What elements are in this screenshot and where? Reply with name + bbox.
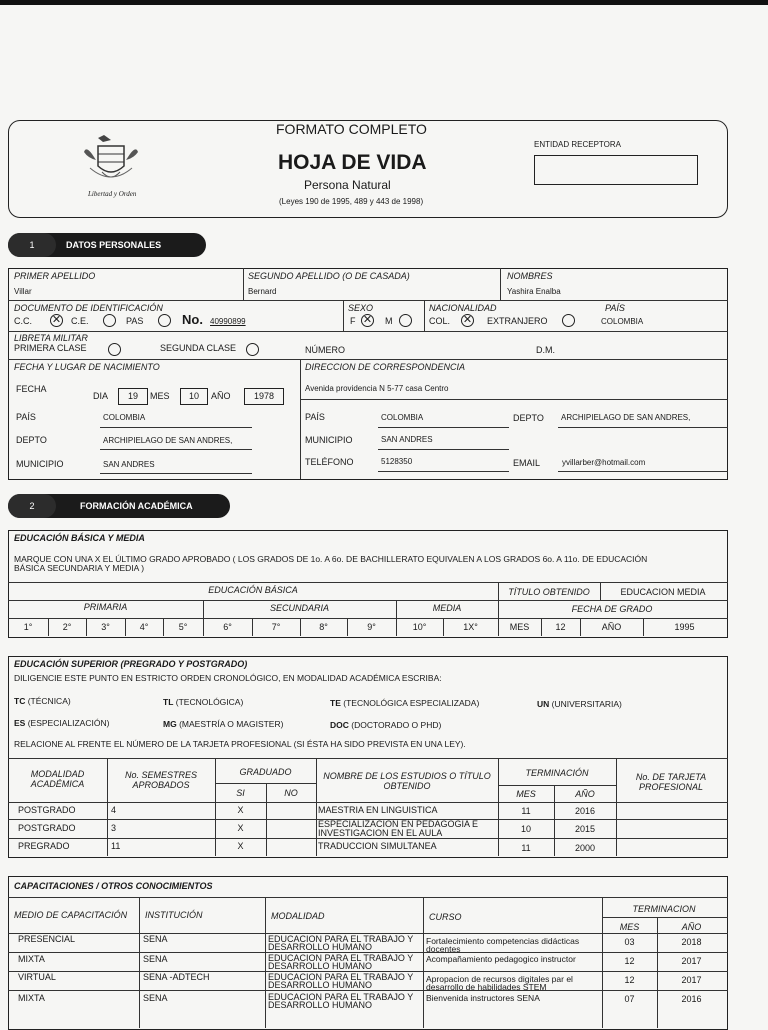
tl-code: TL	[163, 697, 174, 707]
list-item-institucion[interactable]: SENA	[143, 934, 168, 944]
c-medio-header: MEDIO DE CAPACITACIÓN	[14, 910, 128, 920]
segunda-clase-radio[interactable]	[246, 343, 259, 356]
grade-1[interactable]: 1°	[23, 622, 33, 632]
number-label: No.	[182, 312, 203, 327]
divider	[8, 600, 728, 601]
te-desc: (TECNOLÓGICA ESPECIALIZADA)	[343, 698, 480, 708]
list-item-medio[interactable]: MIXTA	[18, 993, 45, 1003]
superior-instruction: DILIGENCIE ESTE PUNTO EN ESTRICTO ORDEN CRONOLÓGICO, EN MODALIDAD ACADÉMICA ESCRIBA:	[14, 673, 442, 683]
list-item-modalidad[interactable]: EDUCACION PARA EL TRABAJO Y	[268, 934, 414, 944]
table-row-mes[interactable]: 11	[521, 843, 531, 853]
dia-field[interactable]: 19	[118, 388, 148, 405]
divider	[8, 359, 728, 360]
grade-3[interactable]: 3°	[101, 622, 110, 632]
header-line1: FORMATO COMPLETO	[276, 121, 427, 137]
mg-code: MG	[163, 719, 177, 729]
list-item-curso[interactable]: Apropacion de recursos digitales par el	[426, 974, 573, 984]
divider	[657, 917, 658, 1028]
grade-6[interactable]: 6°	[223, 622, 232, 632]
page-subtitle: Persona Natural	[304, 178, 391, 192]
un-code: UN	[537, 699, 550, 709]
table-row-mes[interactable]: 11	[521, 806, 531, 816]
grade-9[interactable]: 9°	[367, 622, 376, 632]
segundo-apellido-label: SEGUNDO APELLIDO (O DE CASADA)	[248, 271, 410, 281]
h-terminacion: TERMINACIÓN	[525, 768, 589, 778]
table-row-semestres[interactable]: 3	[111, 823, 117, 833]
divider	[8, 300, 728, 301]
mg-desc: (MAESTRÍA O MAGISTER)	[179, 719, 284, 729]
primera-clase-label: PRIMERA CLASE	[14, 343, 87, 353]
m-radio[interactable]	[399, 314, 412, 327]
grado-ano-value[interactable]: 1995	[674, 622, 695, 632]
document-label: DOCUMENTO DE IDENTIFICACIÓN	[14, 303, 163, 313]
titulo-obtenido-header: TÍTULO OBTENIDO	[508, 587, 590, 597]
list-item-medio[interactable]: VIRTUAL	[18, 972, 56, 982]
h-semestres-1: No. SEMESTRES	[124, 770, 198, 780]
grade-7[interactable]: 7°	[271, 622, 281, 632]
c-mes-header: MES	[619, 922, 640, 932]
list-item-ano[interactable]: 2016	[681, 994, 702, 1004]
underline	[300, 399, 728, 400]
email-label: EMAIL	[513, 458, 541, 468]
relacione-instruction: RELACIONE AL FRENTE EL NÚMERO DE LA TARJETA PROFESIONAL (SI ÉSTA HA SIDO PREVISTA EN UNA LEY).	[14, 739, 466, 749]
table-row-semestres[interactable]: 4	[111, 805, 117, 815]
motto: Libertad y Orden	[88, 190, 137, 198]
email-value[interactable]: yvillarber@hotmail.com	[562, 458, 646, 467]
divider	[343, 300, 344, 331]
table-row-ano[interactable]: 2015	[574, 824, 596, 834]
list-item-curso[interactable]: Bienvenida instructores SENA	[426, 993, 540, 1003]
mg-legend	[163, 719, 283, 729]
section-1-header	[8, 233, 206, 257]
tc-legend	[14, 696, 71, 706]
pais2-value[interactable]: COLOMBIA	[381, 413, 424, 422]
nombres-value[interactable]: Yashira Enalba	[507, 287, 561, 296]
c-terminacion-header: TERMINACION	[632, 904, 696, 914]
list-item-ano[interactable]: 2018	[681, 937, 702, 947]
table-row-ano[interactable]: 2000	[574, 843, 596, 853]
h-nombre-2: OBTENIDO	[383, 781, 431, 791]
segunda-clase-label: SEGUNDA CLASE	[160, 343, 237, 353]
direccion-value[interactable]: Avenida providencia N 5-77 casa Centro	[305, 384, 449, 393]
h-mes: MES	[516, 789, 536, 799]
grade-8[interactable]: 8°	[319, 622, 328, 632]
es-desc: (ESPECIALIZACIÓN)	[27, 718, 110, 728]
mes-label: MES	[150, 391, 170, 401]
grade-5[interactable]: 5°	[178, 622, 188, 632]
grado-ano-label: AÑO	[601, 622, 622, 632]
col-radio-checked[interactable]: ✕	[462, 314, 473, 326]
section-title: FORMACIÓN ACADÉMICA	[80, 501, 193, 511]
capacitaciones-title: CAPACITACIONES / OTROS CONOCIMIENTOS	[14, 881, 213, 891]
list-item-modalidad-2[interactable]: DESARROLLO HUMANO	[268, 942, 373, 952]
pais-nac-value[interactable]: COLOMBIA	[601, 317, 644, 326]
es-code: ES	[14, 718, 26, 728]
section-number: 2	[8, 494, 56, 518]
municipio2-label: MUNICIPIO	[305, 435, 353, 445]
fecha-grado-header: FECHA DE GRADO	[571, 604, 653, 614]
secundaria-header: SECUNDARIA	[269, 603, 329, 613]
list-item-curso[interactable]: Acompañamiento pedagogico instructor	[426, 954, 576, 964]
primera-clase-radio[interactable]	[108, 343, 121, 356]
divider	[8, 331, 728, 332]
table-row-nombre-2[interactable]: INVESTIGACION EN EL AULA	[318, 828, 443, 838]
h-semestres-2: APROBADOS	[132, 780, 190, 790]
tc-code: TC	[14, 696, 26, 706]
ano-label: AÑO	[211, 391, 231, 401]
divider	[8, 582, 728, 583]
scan-top-edge	[0, 0, 768, 5]
underline	[378, 427, 509, 428]
table-row-ano[interactable]: 2016	[574, 806, 596, 816]
divider	[498, 785, 616, 786]
underline	[558, 471, 728, 472]
list-item-modalidad-2[interactable]: DESARROLLO HUMANO	[268, 980, 373, 990]
basica-instruction-2: BÁSICA SECUNDARIA Y MEDIA )	[14, 563, 145, 573]
te-legend	[330, 698, 479, 708]
laws-note: (Leyes 190 de 1995, 489 y 443 de 1998)	[279, 197, 424, 206]
pais1-value[interactable]: COLOMBIA	[103, 413, 146, 422]
ce-radio[interactable]	[103, 314, 116, 327]
list-item-curso-2[interactable]: docentes	[426, 944, 461, 954]
divider	[300, 359, 301, 479]
basica-title: EDUCACIÓN BÁSICA Y MEDIA	[14, 533, 145, 543]
c-institucion-header: INSTITUCIÓN	[145, 910, 203, 920]
table-row-mes[interactable]: 10	[520, 824, 531, 834]
list-item-ano[interactable]: 2017	[681, 975, 702, 985]
h-modalidad-1: MODALIDAD	[30, 769, 85, 779]
table-row-si[interactable]: X	[237, 805, 244, 815]
ano-field[interactable]: 1978	[244, 388, 284, 405]
titulo-obtenido-value[interactable]: EDUCACION MEDIA	[620, 587, 706, 597]
doc-code: DOC	[330, 720, 349, 730]
pais-nac-label: PAÍS	[605, 303, 625, 313]
divider	[8, 838, 728, 839]
h-tarjeta-2: PROFESIONAL	[638, 782, 703, 792]
pas-radio[interactable]	[158, 314, 171, 327]
tc-desc: (TÉCNICA)	[27, 696, 71, 706]
telefono-label: TELÉFONO	[305, 457, 354, 467]
telefono-value[interactable]: 5128350	[381, 457, 413, 466]
coat-of-arms-icon	[82, 132, 140, 188]
municipio2-value[interactable]: SAN ANDRES	[381, 435, 433, 444]
section-2-header	[8, 494, 230, 518]
c-ano-header: AÑO	[681, 922, 702, 932]
entity-label: ENTIDAD RECEPTORA	[534, 140, 621, 149]
extranjero-label: EXTRANJERO	[487, 316, 548, 326]
superior-title: EDUCACIÓN SUPERIOR (PREGRADO Y POSTGRADO)	[14, 659, 248, 669]
ce-label: C.E.	[71, 316, 89, 326]
list-item-ano[interactable]: 2017	[681, 956, 702, 966]
f-label: F	[350, 316, 356, 326]
underline	[378, 449, 509, 450]
underline	[378, 471, 509, 472]
pais2-label: PAÍS	[305, 412, 325, 422]
list-item-institucion[interactable]: SENA	[143, 993, 168, 1003]
list-item-modalidad-2[interactable]: DESARROLLO HUMANO	[268, 1000, 373, 1010]
section-number: 1	[8, 233, 56, 257]
table-row-modalidad[interactable]: PREGRADO	[18, 841, 70, 851]
direccion-label: DIRECCION DE CORRESPONDENCIA	[305, 362, 466, 372]
divider	[8, 618, 728, 619]
primaria-header: PRIMARIA	[83, 602, 128, 612]
pais1-label: PAÍS	[16, 412, 36, 422]
doc-legend	[330, 720, 441, 730]
cc-radio-checked[interactable]: ✕	[51, 314, 62, 326]
depto2-value[interactable]: ARCHIPIELAGO DE SAN ANDRES,	[561, 413, 691, 422]
divider	[424, 300, 425, 331]
pas-label: PAS	[126, 316, 144, 326]
c-modalidad-header: MODALIDAD	[271, 911, 325, 921]
divider	[8, 897, 728, 898]
es-legend	[14, 718, 109, 728]
f-radio-checked[interactable]: ✕	[362, 314, 373, 326]
media-header: MEDIA	[432, 603, 462, 613]
h-tarjeta-1: No. DE TARJETA	[635, 772, 707, 782]
underline	[100, 473, 252, 474]
divider	[139, 897, 140, 1028]
numero-label: NÚMERO	[305, 345, 345, 355]
list-item-institucion[interactable]: SENA	[143, 954, 168, 964]
table-row-nombre[interactable]: ESPECIALIZACION EN PEDAGOGIA E	[318, 819, 479, 829]
h-si: SI	[236, 788, 245, 798]
col-label: COL.	[429, 316, 451, 326]
nombres-label: NOMBRES	[507, 271, 553, 281]
depto1-label: DEPTO	[16, 435, 47, 445]
table-row-semestres[interactable]: 11	[111, 841, 121, 851]
libreta-label: LIBRETA MILITAR	[14, 333, 88, 343]
divider	[8, 990, 728, 991]
sexo-label: SEXO	[348, 303, 374, 313]
table-row-modalidad[interactable]: POSTGRADO	[18, 805, 76, 815]
list-item-modalidad[interactable]: EDUCACION PARA EL TRABAJO Y	[268, 972, 414, 982]
divider	[602, 917, 728, 918]
table-row-si[interactable]: X	[237, 841, 244, 851]
edu-basica-header: EDUCACIÓN BÁSICA	[208, 585, 298, 595]
divider	[500, 268, 501, 300]
list-item-curso[interactable]: Fortalecimiento competencias didácticas	[426, 936, 580, 946]
list-item-medio[interactable]: MIXTA	[18, 954, 45, 964]
table-row-nombre[interactable]: MAESTRIA EN LINGUISTICA	[318, 805, 438, 815]
tl-desc: (TECNOLÓGICA)	[175, 697, 244, 707]
h-graduado: GRADUADO	[239, 767, 292, 777]
list-item-medio[interactable]: PRESENCIAL	[18, 934, 76, 944]
list-item-mes[interactable]: 12	[624, 956, 635, 966]
table-row-si[interactable]: X	[237, 823, 244, 833]
primer-apellido-value[interactable]: Villar	[14, 287, 32, 296]
depto2-label: DEPTO	[513, 413, 544, 423]
municipio1-value[interactable]: SAN ANDRES	[103, 460, 155, 469]
list-item-institucion[interactable]: SENA -ADTECH	[143, 972, 210, 982]
grado-mes-label: MES	[509, 622, 530, 632]
h-no: NO	[284, 788, 298, 798]
underline	[100, 427, 252, 428]
fecha-label: FECHA	[16, 384, 47, 394]
underline	[558, 427, 728, 428]
underline	[100, 449, 252, 450]
h-modalidad-2: ACADÉMICA	[30, 779, 85, 789]
depto1-value[interactable]: ARCHIPIELAGO DE SAN ANDRES,	[103, 436, 233, 445]
dia-label: DIA	[93, 391, 109, 401]
page-title: HOJA DE VIDA	[278, 151, 427, 174]
list-item-modalidad-2[interactable]: DESARROLLO HUMANO	[268, 961, 373, 971]
table-row-modalidad[interactable]: POSTGRADO	[18, 823, 76, 833]
list-item-mes[interactable]: 12	[624, 975, 635, 985]
te-code: TE	[330, 698, 341, 708]
h-nombre-1: NOMBRE DE LOS ESTUDIOS O TÍTULO	[323, 771, 491, 781]
divider	[265, 897, 266, 1028]
municipio1-label: MUNICIPIO	[16, 459, 64, 469]
h-ano: AÑO	[575, 789, 595, 799]
divider	[423, 897, 424, 1028]
entity-field[interactable]	[534, 155, 698, 185]
primer-apellido-label: PRIMER APELLIDO	[14, 271, 96, 281]
extranjero-radio[interactable]	[562, 314, 575, 327]
c-curso-header: CURSO	[429, 912, 462, 922]
table-row-nombre[interactable]: TRADUCCION SIMULTANEA	[318, 841, 437, 851]
grado-mes-value[interactable]: 12	[555, 622, 566, 632]
list-item-modalidad[interactable]: EDUCACION PARA EL TRABAJO Y	[268, 953, 414, 963]
list-item-mes[interactable]: 03	[624, 937, 635, 947]
divider	[243, 268, 244, 300]
list-item-curso-2[interactable]: desarrollo de habilidades STEM	[426, 982, 547, 992]
nacionalidad-label: NACIONALIDAD	[429, 303, 497, 313]
cc-label: C.C.	[14, 316, 32, 326]
document-number[interactable]: 40990899	[210, 317, 246, 326]
birth-label: FECHA Y LUGAR DE NACIMIENTO	[14, 362, 160, 372]
basica-instruction-1: MARQUE CON UNA X EL ÚLTIMO GRADO APROBADO ( LOS GRADOS DE 1o. A 6o. DE BACHILLERATO EQUIVALEN A LOS GRADOS 6o. A 11o. DE EDUCACIÓN	[14, 554, 648, 564]
list-item-modalidad[interactable]: EDUCACION PARA EL TRABAJO Y	[268, 992, 414, 1002]
section-title: DATOS PERSONALES	[66, 240, 162, 250]
segundo-apellido-value[interactable]: Bernard	[248, 287, 277, 296]
divider	[8, 758, 728, 759]
list-item-mes[interactable]: 07	[624, 994, 635, 1004]
doc-desc: (DOCTORADO O PHD)	[351, 720, 442, 730]
mes-field[interactable]: 10	[180, 388, 208, 405]
tl-legend	[163, 697, 243, 707]
grade-11-marked[interactable]: 1X°	[463, 622, 478, 632]
grade-2[interactable]: 2°	[62, 622, 72, 632]
un-desc: (UNIVERSITARIA)	[551, 699, 622, 709]
divider	[8, 802, 728, 803]
dm-label: D.M.	[536, 345, 555, 355]
grade-4[interactable]: 4°	[139, 622, 149, 632]
grade-10[interactable]: 10°	[412, 622, 427, 632]
un-legend	[537, 699, 622, 709]
m-label: M	[385, 316, 393, 326]
